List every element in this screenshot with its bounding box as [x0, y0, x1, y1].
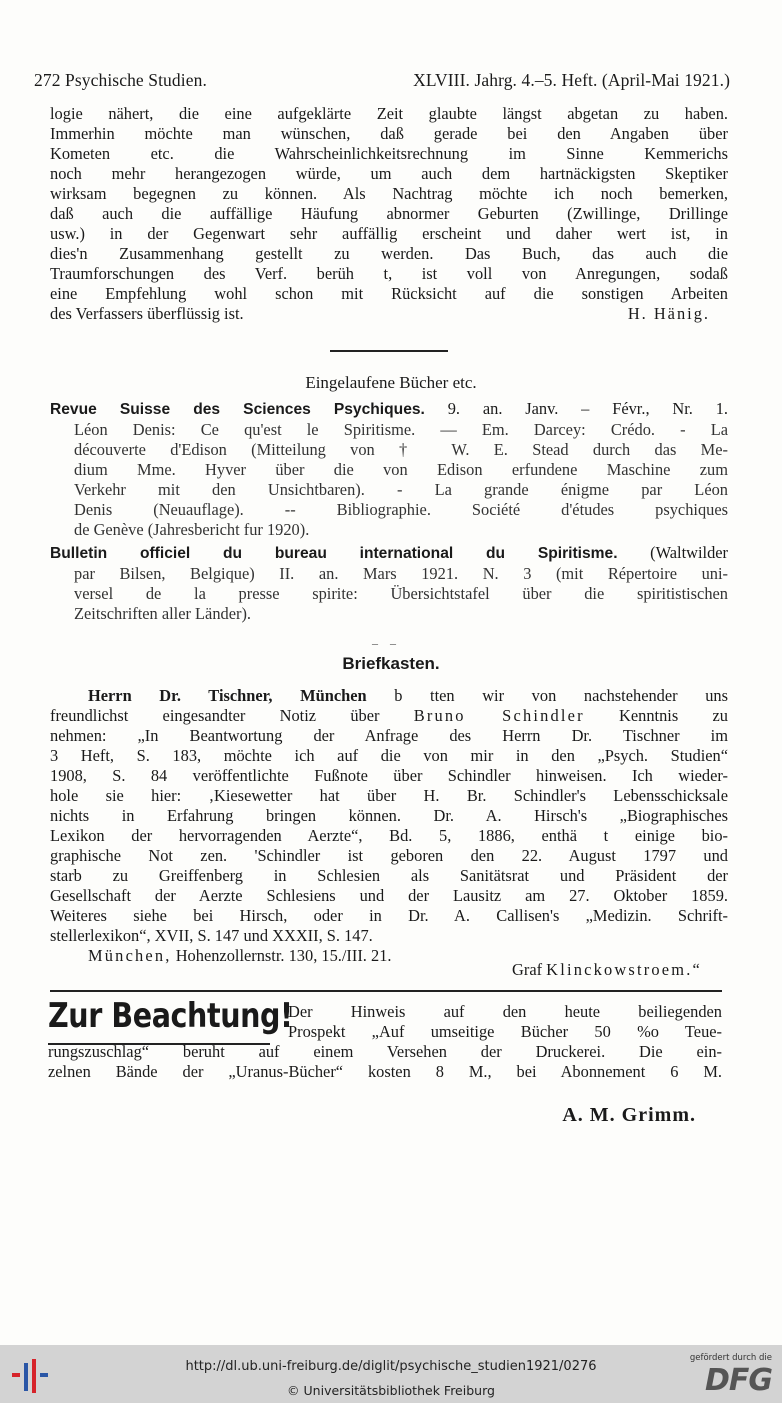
text-line: stellerlexikon“, XVII, S. 147 und XXXII, S. 147.	[50, 926, 373, 945]
review-paragraph	[50, 104, 728, 324]
letterbox-heading: Briefkasten.	[342, 654, 440, 673]
running-head-left: 272 Psychische Studien.	[34, 70, 207, 90]
text-line: zelnen Bände der „Uranus-Bücher“ kosten 8 M., bei Abonnement 6 M.	[48, 1062, 722, 1081]
text-line: Verkehr mit den Unsichtbaren). - La grande énigme par Léon	[74, 480, 728, 499]
text-line: Immerhin möchte man wünschen, daß gerade bei den Angaben über	[50, 124, 728, 143]
review-signature: H. Hänig.	[627, 304, 710, 323]
book-issue: 9. an. Janv. – Févr., Nr. 1.	[447, 399, 728, 418]
copyright-notice: © Universitätsbibliothek Freiburg	[287, 1383, 495, 1398]
book-entry-revue-suisse	[50, 399, 728, 540]
text-line: graphische Not zen. 'Schindler ist geboren den 22. August 1797 und	[50, 846, 728, 865]
text-line: dies'n Zusammenhang gestellt zu werden. Das Buch, das auch die	[50, 244, 728, 263]
text-line: Traumforschungen des Verf. berüh t, ist voll von Anregungen, sodaß	[50, 264, 728, 283]
text-line: versel de la presse spirite: Übersichtstafel über die spiritistischen	[74, 584, 728, 603]
dash-divider: ‒‒	[372, 636, 408, 650]
text-line: de Genève (Jahresbericht fur 1920).	[74, 520, 310, 539]
text-line: Lexikon der hervorragenden Aerzte“, Bd. 5, 1886, enthä t einige bio-	[50, 826, 728, 845]
running-head-right: XLVIII. Jahrg. 4.–5. Heft. (April-Mai 1921.)	[413, 70, 730, 90]
text-line: Kometen etc. die Wahrscheinlichkeitsrechnung im Sinne Kemmerichs	[50, 144, 728, 163]
text-line: starb zu Greiffenberg in Schlesien als Sanitätsrat und Präsident der	[50, 866, 728, 885]
notice-title: Zur Beachtung!	[48, 996, 293, 1036]
text-line: Léon Denis: Ce qu'est le Spiritisme. — Em. Darcey: Crédo. - La	[74, 420, 728, 439]
text-line: Denis (Neuauflage). -- Bibliographie. Société d'études psychiques	[74, 500, 728, 519]
text-line	[50, 399, 728, 420]
text-line	[50, 543, 728, 564]
text-line: daß auch die auffällige Häufung abnormer Geburten (Zwillinge, Drillinge	[50, 204, 728, 223]
book-title: Revue Suisse des Sciences Psychiques.	[50, 401, 425, 418]
book-title: Bulletin officiel du bureau international du Spiritisme.	[50, 545, 618, 562]
text-line: Herrn Dr. Tischner, München b tten wir von nachstehender uns	[88, 686, 728, 705]
text-line: wirksam begegnen zu können. Als Nachtrag möchte ich noch bemerken,	[50, 184, 728, 203]
text-line: des Verfassers überflüssig ist.	[50, 304, 244, 323]
section-divider	[330, 350, 448, 352]
book-issue: (Waltwilder	[650, 543, 728, 562]
text-line: usw.) in der Gegenwart sehr auffällig erscheint und daher wert ist, in	[50, 224, 728, 243]
permalink-url[interactable]: http://dl.ub.uni-freiburg.de/diglit/psychische_studien1921/0276	[185, 1359, 597, 1374]
text-line: découverte d'Edison (Mitteilung von † W. E. Stead durch das Me-	[74, 440, 728, 459]
text-line: dium Mme. Hyver über die von Edison erfundene Maschine zum	[74, 460, 728, 479]
dfg-wordmark: DFG	[704, 1363, 772, 1398]
books-heading: Eingelaufene Bücher etc.	[305, 373, 477, 392]
text-line: rungszuschlag“ beruht auf einem Versehen der Druckerei. Die ein-	[48, 1042, 722, 1061]
notice-signature: A. M. Grimm.	[562, 1104, 696, 1126]
letterbox-text	[50, 686, 728, 966]
text-line: 1908, S. 84 veröffentlichte Fußnote über Schindler hinweisen. Ich wieder-	[50, 766, 728, 785]
text-line: nehmen: „In Beantwortung der Anfrage des Herrn Dr. Tischner im	[50, 726, 728, 745]
notice-divider	[50, 990, 722, 992]
place-date-line: München, Hohenzollernstr. 130, 15./III. 21.	[88, 946, 392, 965]
text-line: eine Empfehlung wohl schon mit Rücksicht auf die sonstigen Arbeiten	[50, 284, 728, 303]
addressee: Herrn Dr. Tischner, München	[88, 686, 367, 705]
text-line: 3 Heft, S. 183, möchte ich auf die von mir in den „Psych. Studien“	[50, 746, 728, 765]
text-line: Prospekt „Auf umseitige Bücher 50 %o Teue-	[288, 1022, 722, 1041]
viewer-footer	[0, 1345, 782, 1403]
text-line: noch mehr herangezogen würde, um auch dem hartnäckigsten Skeptiker	[50, 164, 728, 183]
text-line: nichts in Erfahrung bringen können. Dr. A. Hirsch's „Biographisches	[50, 806, 728, 825]
text-line: Zeitschriften aller Länder).	[74, 604, 252, 623]
text-line: Weiteres siehe bei Hirsch, oder in Dr. A. Callisen's „Medizin. Schrift-	[50, 906, 728, 925]
letterbox-signature: Graf Klinckowstroem.“	[512, 960, 702, 979]
dfg-caption: gefördert durch die	[689, 1353, 772, 1363]
text-line: logie nähert, die eine aufgeklärte Zeit glaubte längst abgetan zu haben.	[50, 104, 728, 123]
text-line: hole sie hier: ‚Kiesewetter hat über H. Br. Schindler's Lebensschicksale	[50, 786, 728, 805]
notice-text	[48, 1002, 722, 1082]
person-name: Bruno Schindler	[413, 706, 585, 725]
book-entry-bulletin	[50, 543, 728, 624]
text-line: Gesellschaft der Aerzte Schlesiens und der Lausitz am 27. Oktober 1859.	[50, 886, 728, 905]
dfg-logo	[689, 1353, 772, 1398]
text-line: Der Hinweis auf den heute beiliegenden	[288, 1002, 722, 1021]
text-line: par Bilsen, Belgique) II. an. Mars 1921. N. 3 (mit Répertoire uni-	[74, 564, 728, 583]
text-line: freundlichst eingesandter Notiz über Bruno Schindler Kenntnis zu	[50, 706, 728, 725]
